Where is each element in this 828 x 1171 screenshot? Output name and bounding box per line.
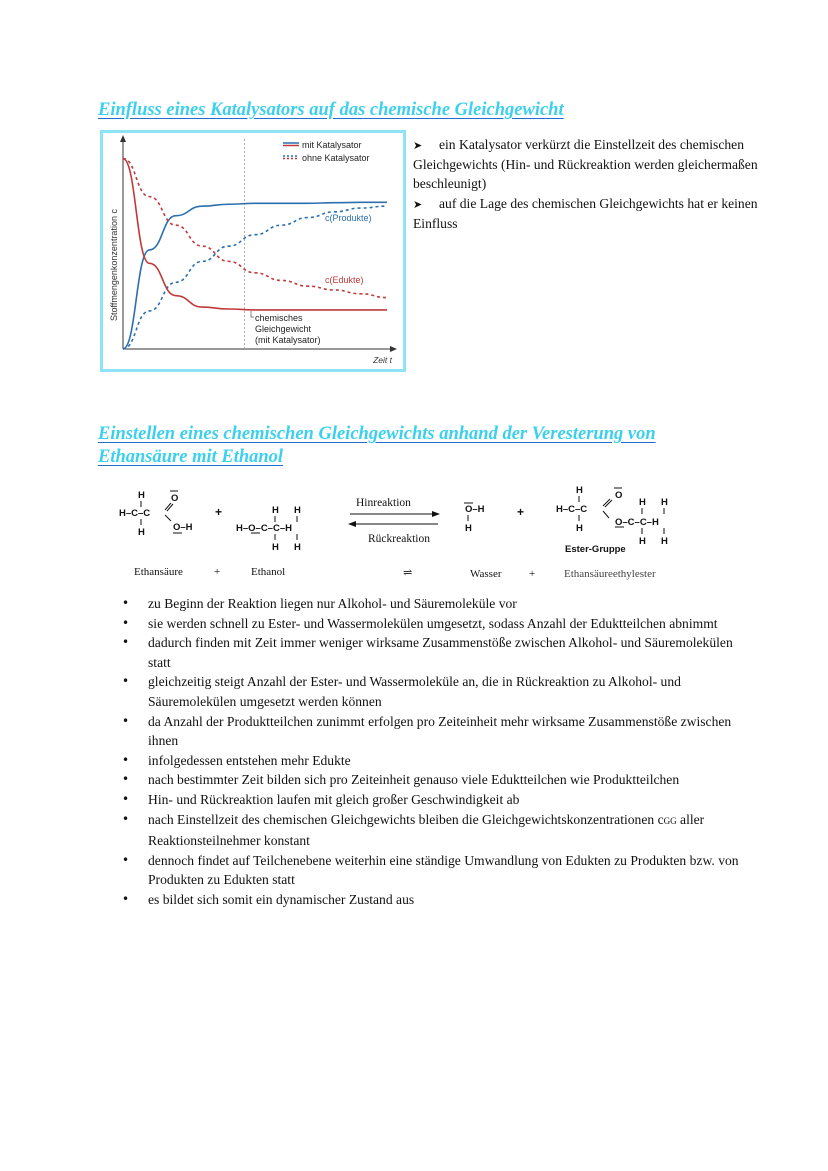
catalyst-point [413, 135, 758, 194]
svg-text:+: + [517, 505, 525, 519]
catalyst-point [413, 194, 758, 233]
name-plus-2: + [529, 568, 536, 580]
svg-text:H: H [639, 536, 646, 547]
annotation-equilibrium-3: (mit Katalysator) [255, 335, 321, 345]
list-item: • nach bestimmter Zeit bilden sich pro Zeiteinheit genauso viele Eduktteilchen wie Produktteilchen [120, 770, 740, 790]
name-alcohol: Ethanol [251, 566, 286, 578]
water-structure [464, 503, 485, 534]
arrow-bullet-icon: ➤ [413, 197, 423, 211]
chart-svg [103, 133, 403, 369]
backward-reaction-label: Rückreaktion [368, 533, 430, 545]
section-heading-catalyst: Einfluss eines Katalysators auf das chemische Gleichgewicht [98, 100, 564, 120]
name-acid: Ethansäure [134, 566, 183, 578]
name-ester: Ethansäureethylester [564, 568, 656, 580]
svg-text:H: H [661, 536, 668, 547]
list-item: • zu Beginn der Reaktion liegen nur Alkohol- und Säuremoleküle vor [120, 594, 740, 614]
svg-text:H–C–C: H–C–C [556, 504, 588, 515]
svg-text:O–H: O–H [173, 522, 193, 533]
list-item: • es bildet sich somit ein dynamischer Zustand aus [120, 890, 740, 910]
cgg-text-before: nach Einstellzeit des chemischen Gleichgewichts bleiben die Gleichgewichtskonzentrationen [148, 811, 655, 827]
svg-text:H: H [661, 497, 668, 508]
acetic-acid-structure [119, 490, 193, 538]
svg-text:H: H [294, 505, 301, 516]
svg-text:H: H [272, 542, 279, 553]
list-item: • da Anzahl der Produktteilchen zunimmt erfolgen pro Zeiteinheit mehr wirksame Zusammenstöße zwischen ihnen [120, 712, 740, 751]
svg-text:H–C–C: H–C–C [119, 508, 151, 519]
annotation-edukte: c(Edukte) [325, 275, 364, 285]
list-item [120, 810, 740, 851]
ester-structure [556, 485, 668, 547]
list-item: • dennoch findet auf Teilchenebene weiterhin eine ständige Umwandlung von Edukten zu Produkten bzw. von Produkten zu Edukten statt [120, 851, 740, 890]
list-item: • infolgedessen entstehen mehr Edukte [120, 751, 740, 771]
annotation-produkte: c(Produkte) [325, 213, 372, 223]
name-water: Wasser [470, 568, 502, 580]
svg-text:H: H [576, 485, 583, 496]
svg-text:H: H [576, 523, 583, 534]
svg-text:H: H [294, 542, 301, 553]
esterification-bullets [120, 594, 740, 910]
ethanol-structure [236, 505, 301, 553]
name-plus-1: + [214, 566, 221, 578]
catalyst-point-text: auf die Lage des chemischen Gleichgewichts hat er keinen Einfluss [413, 195, 758, 231]
catalyst-chart [100, 130, 406, 372]
cgg-text-after: aller Reaktionsteilnehmer konstant [148, 811, 705, 849]
legend-dashed-label: ohne Katalysator [302, 153, 370, 163]
annotation-equilibrium-2: Gleichgewicht [255, 324, 312, 334]
ester-group-label: Ester-Gruppe [565, 544, 626, 555]
svg-text:H: H [272, 505, 279, 516]
svg-text:O–C–C–H: O–C–C–H [615, 517, 659, 528]
list-item: • Hin- und Rückreaktion laufen mit gleich großer Geschwindigkeit ab [120, 790, 740, 810]
svg-text:O: O [171, 493, 179, 504]
list-item: • dadurch finden mit Zeit immer weniger wirksame Zusammenstöße zwischen Alkohol- und Säuremolekülen statt [120, 633, 740, 672]
chart-y-axis-arrow [120, 135, 126, 142]
section-heading-esterification: Einstellen eines chemischen Gleichgewichts anhand der Veresterung von Ethansäure mit Ethanol [98, 424, 656, 467]
list-item: • sie werden schnell zu Ester- und Wassermolekülen umgesetzt, sodass Anzahl der Eduktteilchen abnimmt [120, 614, 740, 634]
list-item: • gleichzeitig steigt Anzahl der Ester- und Wassermoleküle an, die in Rückreaktion zu Alkohol- und Säuremolekülen umgesetzt werden können [120, 672, 740, 711]
esterification-reaction [110, 478, 710, 588]
legend-solid-label: mit Katalysator [302, 140, 362, 150]
svg-text:H: H [465, 523, 472, 534]
svg-text:H: H [138, 490, 145, 501]
forward-reaction-label: Hinreaktion [356, 497, 411, 509]
arrow-bullet-icon: ➤ [413, 139, 423, 152]
svg-text:O: O [615, 490, 623, 501]
chart-ylabel: Stoffmengenkonzentration c [109, 209, 119, 321]
catalyst-points [413, 135, 758, 233]
chart-x-axis-arrow [390, 346, 397, 352]
annotation-pointer [251, 311, 254, 317]
catalyst-point-text: ein Katalysator verkürzt die Einstellzeit des chemischen Gleichgewichts (Hin- und Rückreaktion werden gleichermaßen beschleunigt) [413, 137, 758, 192]
svg-text:H–O–C–C–H: H–O–C–C–H [236, 523, 292, 534]
svg-text:+: + [215, 505, 223, 519]
chart-xlabel: Zeit t [373, 355, 392, 365]
annotation-equilibrium-1: chemisches [255, 313, 303, 323]
equilibrium-symbol: ⇌ [403, 567, 413, 579]
svg-text:O–H: O–H [465, 504, 485, 515]
svg-text:H: H [138, 527, 145, 538]
svg-text:H: H [639, 497, 646, 508]
cgg-subscript: GG [663, 815, 677, 826]
cgg-symbol: c [657, 811, 664, 827]
